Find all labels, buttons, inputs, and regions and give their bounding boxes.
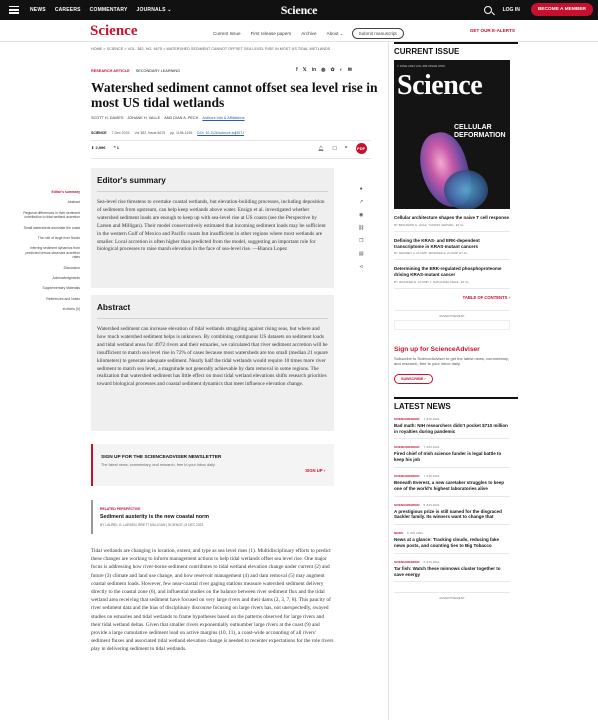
article-field: SECONDARY LEARNING: [135, 69, 181, 73]
share-icon[interactable]: ⋖: [359, 264, 364, 270]
news-date: 6 JUN 2024: [423, 559, 440, 564]
toc-item-abstract[interactable]: Abstract: [67, 200, 80, 205]
reddit-icon[interactable]: ◍: [321, 67, 326, 73]
adviser-text: Subscribe to ScienceAdviser to get the latest news, commentary, and research, free to your inbox daily.: [394, 355, 509, 367]
news-date: 7 JUN 2024: [423, 445, 440, 450]
editors-summary: [91, 168, 334, 288]
news-title[interactable]: Bad math: NIH researchers didn't pocket $710 million in royalties during pandemic: [394, 422, 508, 434]
submit-manuscript-button[interactable]: Submit manuscript: [352, 28, 404, 39]
latest-news-heading: LATEST NEWS: [394, 397, 518, 411]
advertisement-slot[interactable]: [394, 320, 510, 330]
toc-item-regional[interactable]: Regional differences in river sediment contribution to tidal wetland accretion: [23, 210, 80, 220]
nav-careers[interactable]: CAREERS: [54, 7, 81, 13]
news-title[interactable]: A prestigious prize is still named for the disgraced Sackler family. Its winners want to change that: [394, 508, 502, 520]
toc-item-small-watersheds[interactable]: Small watersheds dominate the coast: [23, 225, 80, 230]
toc-item-inferring[interactable]: Inferring sediment dynamics from predicted versus observed accretion rates: [25, 246, 80, 260]
related-kicker: RELATED PERSPECTIVE: [100, 507, 141, 511]
issue-item-authors: BY JEFFREY A. KLOMP, JENNIFER E. KLOMP, ET AL.: [394, 251, 469, 256]
issue-item[interactable]: [394, 266, 510, 289]
related-perspective[interactable]: [91, 500, 334, 534]
body-paragraph: Tidal wetlands are changing in location, extent, and type as sea level rises (1). Multidisciplinary efforts to predict these changes are working to inform management actions to help tidal wetlands offset sea level rise. One major focus is addressing how river-borne sediment contributes to tidal wetland elevation change under current (2) and future (3) climate and land use change, and how reservoir management (4) and dam removal (5) may augment coastal sediment loads. However, few near-coastal river gaging stations measure watershed sediment delivery directly to the coastal zone (6), and influential studies on the balance between river sediment flux and the tidal wetland area receiving that sediment have focused on very large rivers and their dams (2, 3, 7, 8). This paucity of river sediment data and the bias of disciplinary discourse focusing on large rivers has, not unexpectedly, swayed studies on estuaries and tidal wetlands to frame hypotheses based on the patterns observed for large rivers and their tidal wetland deltas. Given that smaller rivers exponentially outnumber large rivers at the coast (9) and provide a large cumulative sediment load on active margins (10, 11), a coast-wide accounting of all rivers' sediment fluxes and associated tidal wetland elevation change is needed to recenter expectations for the role rivers play in delivering sediment to tidal wetlands.: [91, 548, 334, 653]
cover-wordmark: Science: [397, 70, 483, 101]
news-item[interactable]: [394, 417, 510, 440]
news-kicker: SCIENCEINSIDER: [394, 445, 420, 450]
toc-item-discussion[interactable]: Discussion: [63, 265, 80, 270]
right-sidebar: [388, 42, 518, 720]
adviser-heading: Sign up for ScienceAdviser: [394, 345, 480, 353]
pub-pages: pp. 1196-1196: [170, 131, 193, 135]
search-icon[interactable]: [484, 6, 492, 14]
doi-link[interactable]: DOI: 10.1126/science.adj9071: [197, 131, 245, 135]
nav-current-issue[interactable]: Current Issue: [213, 31, 241, 36]
newsletter-signup-button[interactable]: SIGN UP ›: [305, 468, 325, 473]
cover-topline: 7 JUNE 2024 VOL 384 ISSUE 6700: [397, 64, 445, 68]
author[interactable]: JOHANE H. VALLE: [127, 116, 161, 120]
toc-item-references[interactable]: References and Notes: [46, 296, 80, 301]
ealerts-link[interactable]: GET OUR E-ALERTS: [469, 28, 515, 33]
nav-first-release[interactable]: First release papers: [250, 31, 292, 36]
divider: [97, 191, 328, 192]
bell-icon[interactable]: 🔔︎: [318, 145, 325, 152]
issue-item[interactable]: [394, 215, 510, 232]
become-member-button[interactable]: BECOME A MEMBER: [531, 3, 593, 16]
bluesky-icon[interactable]: ◐: [339, 67, 343, 73]
related-meta: BY LAUREL G. LARSEN, BRETT MILLIGAN | SCIENCE | 8 DEC 2023: [100, 523, 204, 527]
nav-archive[interactable]: Archive: [301, 31, 317, 36]
cite-icon[interactable]: ❞: [344, 145, 348, 152]
issue-cover[interactable]: [394, 60, 510, 209]
author[interactable]: AND DIAN A. PECH: [164, 116, 199, 120]
linkedin-icon[interactable]: in: [311, 67, 317, 73]
author[interactable]: SCOTT H. DAVIES: [91, 116, 124, 120]
article-title: Watershed sediment cannot offset sea level rise in most US tidal wetlands: [91, 80, 378, 110]
journal-brand[interactable]: Science: [90, 23, 138, 39]
publication-info: [91, 131, 244, 135]
news-item[interactable]: [394, 445, 510, 468]
news-date: 7 JUN 2024: [423, 416, 440, 421]
divider: [91, 158, 371, 159]
link-icon[interactable]: ⛓: [358, 225, 365, 231]
news-item[interactable]: [394, 560, 510, 583]
pdf-icon[interactable]: PDF: [356, 143, 367, 154]
article-metrics: [91, 145, 119, 150]
nav-journals[interactable]: JOURNALS ⌄: [136, 7, 172, 13]
info-icon[interactable]: ●: [359, 186, 363, 192]
x-icon[interactable]: 𝕏: [302, 67, 307, 73]
nav-about[interactable]: About ⌄: [326, 30, 344, 36]
wechat-icon[interactable]: ✿: [330, 67, 335, 73]
pub-volume[interactable]: Vol 382, Issue 6675: [134, 131, 166, 135]
related-title[interactable]: Sediment austerity is the new coastal norm: [100, 514, 209, 520]
toc-item-supplementary[interactable]: Supplementary Materials: [42, 286, 80, 291]
menu-icon[interactable]: [9, 6, 19, 14]
journal-header: [0, 20, 598, 42]
divider: [91, 140, 371, 141]
news-date: 7 JUN 2024: [423, 473, 440, 478]
issue-item-title[interactable]: Cellular architecture shapes the naive T cell response: [394, 215, 510, 220]
toc-item-eletters[interactable]: eLetters (0): [62, 307, 80, 312]
advertisement-label: ADVERTISEMENT: [394, 592, 510, 600]
news-item[interactable]: [394, 531, 510, 554]
divider: [97, 318, 328, 319]
article-toc: [22, 190, 80, 318]
newsletter-heading: SIGN UP FOR THE SCIENCEADVISER NEWSLETTER: [101, 455, 222, 460]
abstract-text: Watershed sediment can increase elevation of tidal wetlands struggling against rising seas, but where and how much watershed sediment helps is unknown. By combining contiguous US datasets on sediment loads and tidal wetland areas for 4972 rivers and their estuaries, we calculated that river sediment accretion will be insufficient to match sea level rise in 72% of cases because most watersheds are too small (median 21 square kilometers) to generate adequate sediment. Nearly half the tidal wetlands would require 10 times more river sediment to match sea level, a magnitude not generally achievable by dam removal in some regions. The realization that watershed sediment has little effect on most tidal wetland elevations shifts research priorities toward biological processes and coastal sediment dynamics that meet influence elevation change.: [97, 326, 328, 388]
nav-news[interactable]: NEWS: [30, 7, 46, 13]
issue-item-authors: BY BENJAMIN G. HALE, YIANNIS GERVEIL, ET AL.: [394, 222, 465, 227]
author-list: [91, 116, 245, 120]
bookmark-icon[interactable]: ☐: [332, 145, 337, 152]
article-body: [91, 547, 334, 654]
news-date: 6 JUN 2024: [423, 502, 440, 507]
advertisement-label: ADVERTISEMENT: [394, 310, 510, 318]
news-item[interactable]: [394, 503, 510, 526]
share-bar: [296, 67, 352, 73]
top-bar: [0, 0, 598, 20]
journal-name: SCIENCE: [91, 131, 107, 135]
journal-nav: [213, 28, 404, 39]
issue-item[interactable]: [394, 238, 510, 261]
issue-item-title[interactable]: Determining the ERK-regulated phosphoproteome driving KRAS-mutant cancer: [394, 266, 502, 278]
top-nav: [30, 7, 172, 13]
abstract: [91, 295, 334, 431]
view-icon[interactable]: ◉: [358, 212, 364, 218]
nav-commentary[interactable]: COMMENTARY: [89, 7, 128, 13]
toc-item-floods[interactable]: The role of large river floods: [37, 236, 80, 241]
reading-tools-rail: [358, 186, 364, 270]
editors-summary-text: Sea-level rise threatens to overtake coastal wetlands, but elevation-building processes, including deposition of sediments from upstream, can help keep wetlands above water. Ensign et al. investigated whether watershed sediment loads are enough to keep up with sea-level rise at US coasts (see the Perspective by Larsen and Milligan). Their model conservatively estimated that incoming sediment loads may be sufficient in the western Gulf of Mexico and Pacific coasts but insufficient in other regions where most wetlands are smaller. Local accretion is often higher than predicted from the model, suggesting an important role for biological processes to raise marsh elevation in the face of sea-level rise. —Bianca Lopez: [97, 199, 326, 253]
article-type: RESEARCH ARTICLE: [91, 69, 130, 73]
adviser-signup: [394, 346, 518, 385]
views-count[interactable]: ⬇ 2,996: [91, 145, 106, 150]
news-date: 6 JUN 2024: [407, 531, 423, 536]
news-title[interactable]: Beneath Everest, a new caretaker struggles to keep one of the world's highest laboratories alive: [394, 479, 505, 491]
copy-icon[interactable]: ❐: [358, 238, 364, 244]
toc-item-editors-summary[interactable]: Editor's summary: [51, 190, 80, 194]
editors-summary-heading: Editor's summary: [97, 176, 166, 185]
authors-info-link[interactable]: Authors Info & Affiliations: [202, 116, 245, 120]
newsletter-signup: [91, 444, 334, 486]
metrics-icon[interactable]: ↗: [359, 199, 364, 205]
news-kicker: NEWS: [394, 531, 403, 536]
email-icon[interactable]: ✉: [347, 67, 352, 73]
pub-date: 7 Dec 2023: [111, 131, 130, 135]
toc-item-acknowledgments[interactable]: Acknowledgments: [52, 276, 80, 281]
news-item[interactable]: [394, 474, 510, 497]
breadcrumb[interactable]: HOME > SCIENCE > VOL. 382, NO. 6675 > WATERSHED SEDIMENT CANNOT OFFSET SEA LEVEL RISE IN MOST US TIDAL WETLANDS: [91, 47, 331, 51]
news-kicker: SCIENCEINSIDER: [394, 559, 420, 564]
news-title[interactable]: Tar fish: Watch these minnows cluster together to save energy: [394, 565, 501, 577]
cover-art: [444, 170, 488, 209]
cover-headline: CELLULAR DEFORMATION: [454, 124, 506, 139]
citations-count[interactable]: ❝ 1: [113, 145, 119, 150]
facebook-icon[interactable]: f: [296, 67, 298, 73]
news-kicker: SCIENCEINSIDER: [394, 416, 420, 421]
issue-item-authors: BY JENNIFER E. KLOMP, J. NATHANIEL DIEHL, ET AL.: [394, 279, 470, 284]
news-title[interactable]: Fired chief of Irish science funder is legal battle to keep his job: [394, 451, 502, 463]
article-tools: [318, 143, 367, 154]
table-of-contents-link[interactable]: TABLE OF CONTENTS ›: [462, 294, 510, 300]
article-meta: [91, 69, 180, 73]
news-kicker: SCIENCEINSIDER: [394, 473, 420, 478]
current-issue-heading: CURRENT ISSUE: [394, 42, 518, 56]
news-title[interactable]: News at a glance: Tracking clouds, reducing fake news posts, and counting ties to Big Tobacco: [394, 537, 500, 548]
newsletter-sub: The latest news, commentary, and research, free to your inbox daily: [101, 463, 215, 467]
abstract-heading: Abstract: [97, 303, 131, 312]
table-icon[interactable]: ▤: [358, 251, 364, 257]
science-logo[interactable]: Science: [280, 3, 318, 17]
login-link[interactable]: LOG IN: [502, 6, 520, 13]
subscribe-button[interactable]: SUBSCRIBE ›: [394, 374, 433, 384]
issue-item-title[interactable]: Defining the KRAS- and ERK-dependent transcriptome in KRAS-mutant cancers: [394, 237, 480, 249]
news-kicker: SCIENCEINSIDER: [394, 502, 420, 507]
